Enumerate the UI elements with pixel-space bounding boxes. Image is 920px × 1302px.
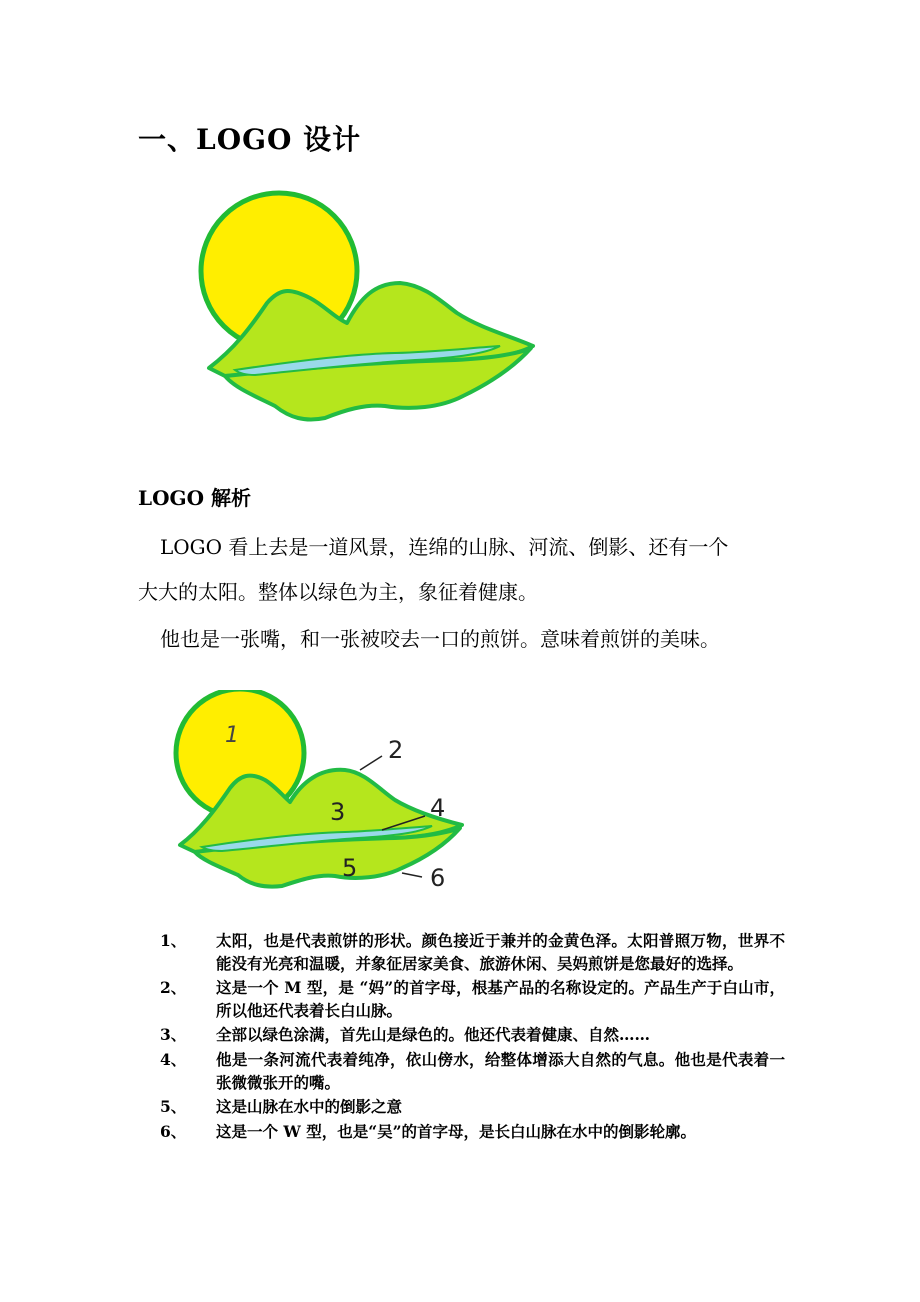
annotated-logo-illustration (170, 690, 470, 892)
list-item-text: 全部以绿色涂满，首先山是绿色的。他还代表着健康、自然…… (216, 1025, 651, 1045)
label-4: 4 (430, 794, 446, 822)
list-item-text: 这是一个 W 型，也是“吴”的首字母，是长白山脉在水中的倒影轮廓。 (216, 1121, 697, 1141)
analysis-paragraph-1-line-1: LOGO 看上去是一道风景，连绵的山脉、河流、倒影、还有一个 (160, 535, 729, 559)
list-item (160, 930, 785, 975)
page-title: 一、LOGO 设计 (138, 123, 362, 156)
label-6: 6 (430, 864, 446, 892)
analysis-title: LOGO 解析 (138, 486, 251, 510)
label-1: 1 (225, 723, 239, 748)
list-item-text: 太阳，也是代表煎饼的形状。颜色接近于兼并的金黄色泽。太阳普照万物，世界不能没有光亮和温暖，并象征居家美食、旅游休闲、吴妈煎饼是您最好的选择。 (216, 931, 785, 973)
list-item (160, 1024, 785, 1047)
list-item (160, 1121, 785, 1144)
logo-illustration (195, 188, 540, 428)
list-item-text: 这是山脉在水中的倒影之意 (216, 1097, 403, 1117)
pointer-line-6 (402, 873, 422, 877)
list-item (160, 977, 785, 1022)
analysis-paragraph-2: 他也是一张嘴，和一张被咬去一口的煎饼。意味着煎饼的美味。 (160, 627, 720, 651)
list-item-number: 3、 (160, 1025, 187, 1045)
list-item-text: 这是一个 M 型，是 “妈”的首字母，根基产品的名称设定的。产品生产于白山市，所以他还代表着长白山脉。 (216, 978, 785, 1020)
list-item (160, 1049, 785, 1094)
label-5: 5 (342, 854, 358, 882)
list-item-text: 他是一条河流代表着纯净，依山傍水，给整体增添大自然的气息。他也是代表着一张微微张开的嘴。 (216, 1049, 785, 1092)
list-item-number: 6、 (160, 1121, 187, 1141)
analysis-paragraph-1-line-2: 大大的太阳。整体以绿色为主，象征着健康。 (138, 580, 538, 604)
pointer-line-2 (360, 756, 382, 770)
list-item-number: 4、 (160, 1049, 187, 1069)
list-item-number: 5、 (160, 1097, 187, 1117)
explanation-list (160, 930, 785, 1145)
label-2: 2 (388, 736, 404, 764)
list-item (160, 1096, 785, 1119)
list-item-number: 1、 (160, 931, 187, 950)
label-3: 3 (330, 798, 346, 826)
list-item-number: 2、 (160, 978, 187, 998)
